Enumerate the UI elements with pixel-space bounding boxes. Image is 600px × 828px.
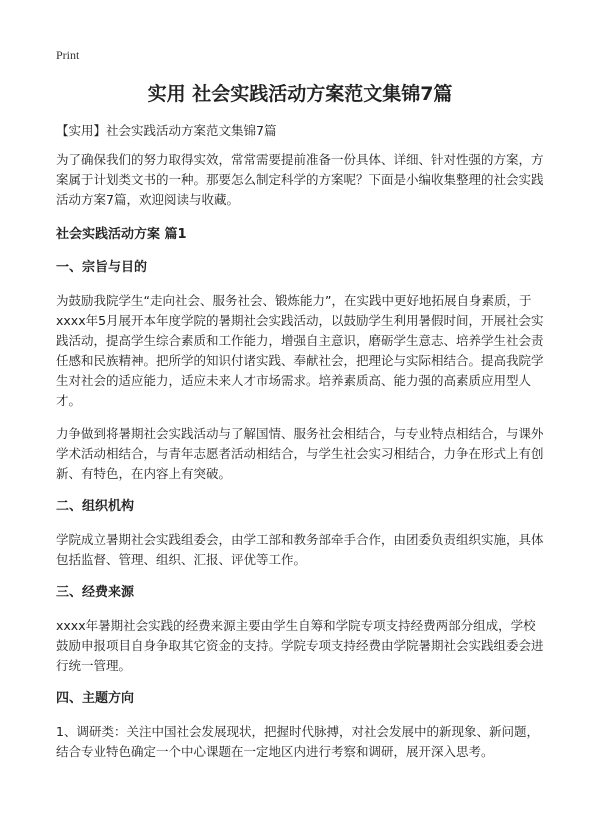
themes-paragraph: 1、调研类：关注中国社会发展现状，把握时代脉搏，对社会发展中的新现象、新问题，结合专业特色确定一个中心课题在一定地区内进行考察和调研，展开深入思考。 — [56, 724, 539, 759]
purpose-paragraph-2: 力争做到将暑期社会实践活动与了解国情、服务社会相结合，与专业特点相结合，与课外学术活动相结合，与青年志愿者活动相结合，与学生社会实习相结合，力争在形式上有创新、有特色，在内容上有突破。 — [56, 426, 544, 481]
print-link[interactable]: Print — [56, 48, 80, 62]
section-heading-funding: 三、经费来源 — [56, 585, 135, 600]
funding-paragraph: xxxx年暑期社会实践的经费来源主要由学生自筹和学院专项支持经费两部分组成，学校鼓励申报项目自身争取其它资金的支持。学院专项支持经费由学院暑期社会实践组委会进行统一管理。 — [56, 618, 544, 673]
purpose-paragraph-1: 为鼓励我院学生“走向社会、服务社会、锻炼能力”，在实践中更好地拓展自身素质，于xxxx年5月展开本年度学院的暑期社会实践活动，以鼓励学生利用暑假时间，开展社会实践活动，提高学生综合素质和工作能力，增强自主意识，磨砺学生意志、培养学生社会责任感和民族精神。把所学的知识付诸实践、奉献社会，把理论与实际相结合。提高我院学生对社会的适应能力，适应未来人才市场需求。培养素质高、能力强的高素质应用型人才。 — [56, 293, 544, 408]
article-heading: 社会实践活动方案 篇1 — [56, 227, 187, 242]
section-heading-purpose: 一、宗旨与目的 — [56, 260, 148, 275]
section-heading-organization: 二、组织机构 — [56, 499, 135, 514]
intro-paragraph: 为了确保我们的努力取得实效，常常需要提前准备一份具体、详细、针对性强的方案，方案属于计划类文书的一种。那要怎么制定科学的方案呢？下面是小编收集整理的社会实践活动方案7篇，欢迎阅读与收藏。 — [56, 152, 544, 207]
page-title: 实用 社会实践活动方案范文集锦7篇 — [147, 83, 453, 105]
article-body — [56, 121, 546, 775]
article-subtitle: 【实用】社会实践活动方案范文集锦7篇 — [56, 123, 277, 138]
section-heading-themes: 四、主题方向 — [56, 691, 135, 706]
organization-paragraph: 学院成立暑期社会实践组委会，由学工部和教务部牵手合作，由团委负责组织实施，具体包括监督、管理、组织、汇报、评优等工作。 — [56, 532, 544, 567]
